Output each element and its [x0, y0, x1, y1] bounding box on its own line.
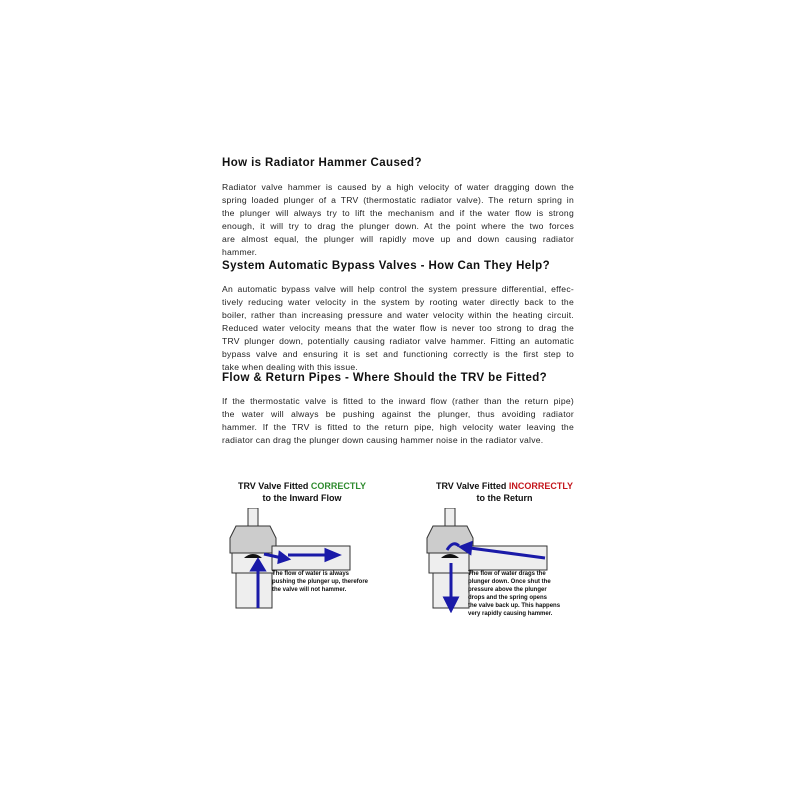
text-line: radiator can drag the plunger down causing hammer noise in the radiator valve. — [222, 435, 544, 445]
diagram-correct-title — [222, 480, 382, 504]
text-line: Reduced water velocity means that the water flow is never too strong to drag the — [222, 323, 574, 333]
diagram-incorrect-note — [468, 570, 560, 618]
text-line: TRV plunger down, potentially causing radiator valve hammer. Fitting an automatic — [222, 336, 574, 346]
valve-correct-diagram — [228, 508, 368, 613]
title-highlight: CORRECTLY — [310, 481, 367, 491]
text-line: take when dealing with this issue. — [222, 362, 359, 372]
text-line: If the thermostatic valve is fitted to the inward flow (rather than the return pipe) — [222, 396, 574, 406]
title-prefix: TRV Valve Fitted — [237, 481, 311, 491]
title-highlight: INCORRECTLY — [508, 481, 574, 491]
diagram-correct-note — [272, 570, 368, 594]
paragraph-bypass-valves — [222, 283, 574, 374]
note-line: the valve back up. This happens — [468, 603, 561, 609]
text-line: enough, it will try to drag the plunger down. At the point where the two forces — [222, 221, 574, 231]
heading-flow-return: Flow & Return Pipes - Where Should the TRV be Fitted? — [222, 372, 548, 384]
note-line: plunger down. Once shut the — [468, 579, 551, 585]
paragraph-flow-return — [222, 395, 574, 447]
text-line: hammer. If the TRV is fitted to the return pipe, high velocity water leaving the — [222, 422, 574, 432]
heading-bypass-valves: System Automatic Bypass Valves - How Can They Help? — [222, 260, 551, 272]
text-line: the plunger will always try to lift the mechanism and if the water flow is strong — [222, 208, 574, 218]
note-line: The flow of water is always — [272, 571, 350, 577]
note-line: pressure above the plunger — [468, 587, 547, 593]
note-line: the valve will not hammer. — [272, 587, 347, 593]
text-line: Radiator valve hammer is caused by a high velocity of water dragging down the — [222, 182, 574, 192]
text-line: spring loaded plunger of a TRV (thermostatic radiator valve). The return spring in — [222, 195, 574, 205]
text-line: boiler, rather than increasing pressure and water velocity within the heating circuit. — [222, 310, 574, 320]
text-line: tively reducing water velocity in the system by rooting water directly back to the — [222, 297, 574, 307]
heading-hammer-caused: How is Radiator Hammer Caused? — [222, 157, 422, 169]
note-line: drops and the spring opens — [468, 595, 548, 601]
note-line: The flow of water drags the — [468, 571, 546, 577]
text-line: the water will always be pushing against the plunger, thus avoiding radiator — [222, 409, 574, 419]
text-line: An automatic bypass valve will help control the system pressure differential, effec- — [222, 284, 574, 294]
title-prefix: TRV Valve Fitted — [435, 481, 509, 491]
title-line2: to the Return — [476, 493, 533, 503]
diagram-incorrect-title — [422, 480, 587, 504]
note-line: pushing the plunger up, therefore — [272, 579, 368, 585]
text-line: are almost equal, the plunger will rapidly move up and down causing radiator — [222, 234, 574, 244]
title-line2: to the Inward Flow — [262, 493, 342, 503]
text-line: hammer. — [222, 247, 258, 257]
note-line: very rapidly causing hammer. — [468, 611, 553, 617]
paragraph-hammer-caused — [222, 181, 574, 259]
text-line: bypass valve and ensuring it is set and functioning correctly is the first step to — [222, 349, 574, 359]
